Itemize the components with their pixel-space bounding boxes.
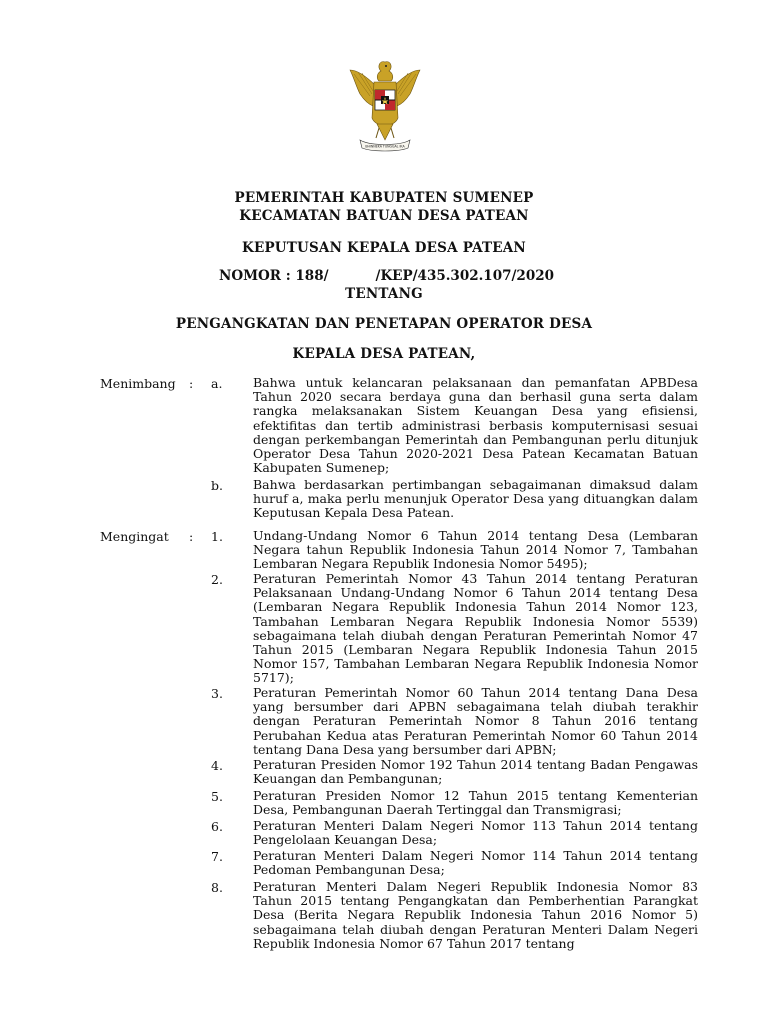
item-text: Peraturan Pemerintah Nomor 60 Tahun 2014 tentang Dana Desa yang bersumber dari APBN sebagaimana telah diubah terakhir dengan Peraturan Pemerintah Nomor 8 Tahun 2016 tentang Perubahan Kedua atas Peraturan Pemerintah Nomor 60 Tahun 2014 tentang Dana Desa yang bersumber dari APBN;: [253, 685, 698, 757]
item-marker: b.: [211, 478, 223, 493]
item-marker: 4.: [211, 758, 223, 773]
item-marker: 5.: [211, 789, 223, 804]
decree-subject: PENGANGKATAN DAN PENETAPAN OPERATOR DESA: [175, 316, 593, 332]
item-text: Peraturan Menteri Dalam Negeri Republik Indonesia Nomor 83 Tahun 2015 tentang Pengangkatan dan Pemberhentian Parangkat Desa (Berita Negara Republik Indonesia Tahun 2016 Nomor 5) sebagaimana telah diubah dengan Peraturan Menteri Dalam Negeri Republik Indonesia Nomor 67 Tahun 2017 tentang: [253, 879, 698, 951]
garuda-emblem-icon: [346, 56, 424, 156]
item-text: Peraturan Pemerintah Nomor 43 Tahun 2014 tentang Peraturan Pelaksanaan Undang-Undang Nomor 6 Tahun 2014 tentang Desa (Lembaran Negara Republik Indonesia Tahun 2014 Nomor 123, Tambahan Lembaran Negara Republik Indonesia Nomor 5539) sebagaimana telah diubah dengan Peraturan Pemerintah Nomor 47 Tahun 2015 (Lembaran Negara Republik Indonesia Tahun 2015 Nomor 157, Tambahan Lembaran Negara Republik Indonesia Nomor 5717);: [253, 571, 698, 686]
menimbang-colon: :: [189, 376, 194, 391]
item-text: Undang-Undang Nomor 6 Tahun 2014 tentang Desa (Lembaran Negara tahun Republik Indonesia Tahun 2014 Nomor 7, Tambahan Lembaran Negara Republik Indonesia Nomor 5495);: [253, 528, 698, 572]
item-text: Bahwa berdasarkan pertimbangan sebagaimanan dimaksud dalam huruf a, maka perlu menunjuk Operator Desa yang dituangkan dalam Keputusan Kepala Desa Patean.: [253, 477, 698, 521]
item-marker: 2.: [211, 572, 223, 587]
item-text: Peraturan Menteri Dalam Negeri Nomor 113 Tahun 2014 tentang Pengelolaan Keuangan Desa;: [253, 818, 698, 848]
item-marker: 3.: [211, 686, 223, 701]
mengingat-label: Mengingat: [100, 529, 169, 544]
issuer-title: KEPALA DESA PATEAN,: [292, 346, 476, 362]
item-text: Peraturan Presiden Nomor 12 Tahun 2015 tentang Kementerian Desa, Pembangunan Daerah Tertinggal dan Transmigrasi;: [253, 788, 698, 818]
motto-text: BHINNEKA TUNGGAL IKA: [365, 144, 405, 149]
item-text: Peraturan Menteri Dalam Negeri Nomor 114 Tahun 2014 tentang Pedoman Pembangunan Desa;: [253, 848, 698, 878]
district-title: KECAMATAN BATUAN DESA PATEAN: [239, 208, 529, 224]
item-marker: a.: [211, 376, 223, 391]
item-marker: 8.: [211, 880, 223, 895]
decree-number: NOMOR : 188/ /KEP/435.302.107/2020: [219, 268, 554, 284]
item-marker: 1.: [211, 529, 223, 544]
item-marker: 6.: [211, 819, 223, 834]
decree-title: KEPUTUSAN KEPALA DESA PATEAN: [242, 240, 526, 256]
item-marker: 7.: [211, 849, 223, 864]
menimbang-label: Menimbang: [100, 376, 176, 391]
mengingat-colon: :: [189, 529, 194, 544]
about-label: TENTANG: [345, 286, 423, 302]
government-title: PEMERINTAH KABUPATEN SUMENEP: [234, 190, 534, 206]
item-text: Bahwa untuk kelancaran pelaksanaan dan pemanfatan APBDesa Tahun 2020 secara berdaya guna dan berhasil guna serta dalam rangka melaksanakan Sistem Keuangan Desa yang efisiensi, efektifitas dan tertib administrasi berbasis komputernisasi sesuai dengan perkembangan Pemerintah dan Pembangunan perlu ditunjuk Operator Desa Tahun 2020-2021 Desa Patean Kecamatan Batuan Kabupaten Sumenep;: [253, 375, 698, 476]
item-text: Peraturan Presiden Nomor 192 Tahun 2014 tentang Badan Pengawas Keuangan dan Pembangunan;: [253, 757, 698, 787]
